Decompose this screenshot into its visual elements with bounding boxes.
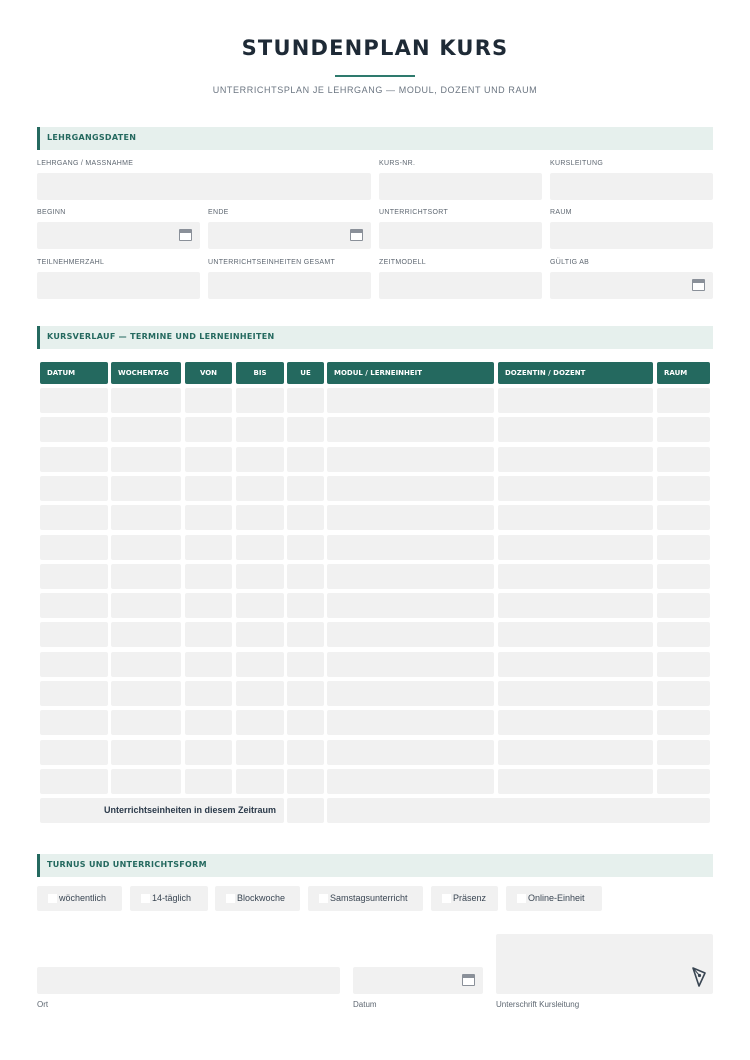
table-cell-datum[interactable] — [40, 652, 108, 677]
label-beginn: BEGINN — [37, 209, 66, 216]
zeitmodell-field[interactable] — [379, 272, 542, 299]
table-cell-datum[interactable] — [40, 681, 108, 706]
table-cell-ue[interactable] — [287, 447, 324, 472]
section-heading: TURNUS UND UNTERRICHTSFORM — [47, 860, 207, 869]
col-header-ue: UE — [287, 362, 324, 384]
option-samstagsunterricht[interactable] — [308, 886, 423, 911]
calendar-icon[interactable] — [179, 229, 192, 241]
table-cell-dozent[interactable] — [498, 740, 653, 765]
table-cell-von[interactable] — [185, 593, 232, 618]
calendar-icon[interactable] — [692, 279, 705, 291]
ort-field[interactable] — [37, 967, 340, 994]
gueltig-ab-date-field[interactable] — [550, 272, 713, 299]
table-cell-wochentag[interactable] — [111, 505, 181, 530]
table-cell-datum[interactable] — [40, 769, 108, 794]
table-cell-raum[interactable] — [657, 505, 710, 530]
table-cell-dozent[interactable] — [498, 388, 653, 413]
summary-notes-field[interactable] — [327, 798, 710, 823]
table-cell-raum[interactable] — [657, 564, 710, 589]
label-teilnehmerzahl: TEILNEHMERZAHL — [37, 259, 105, 266]
table-cell-wochentag[interactable] — [111, 593, 181, 618]
table-cell-bis[interactable] — [236, 476, 284, 501]
table-cell-modul[interactable] — [327, 681, 494, 706]
table-cell-dozent[interactable] — [498, 681, 653, 706]
option-label: Samstagsunterricht — [330, 893, 408, 903]
table-cell-ue[interactable] — [287, 622, 324, 647]
col-header-dozent: DOZENTIN / DOZENT — [498, 362, 653, 384]
signature-field[interactable] — [496, 934, 713, 994]
option-14-taeglich[interactable] — [130, 886, 208, 911]
ende-date-field[interactable] — [208, 222, 371, 249]
signature-label: Unterschrift Kursleitung — [496, 1000, 580, 1009]
table-cell-datum[interactable] — [40, 476, 108, 501]
label-ue-gesamt: UNTERRICHTSEINHEITEN GESAMT — [208, 259, 336, 266]
checkbox[interactable] — [442, 894, 451, 903]
table-cell-wochentag[interactable] — [111, 622, 181, 647]
table-cell-bis[interactable] — [236, 417, 284, 442]
checkbox[interactable] — [226, 894, 235, 903]
table-cell-raum[interactable] — [657, 593, 710, 618]
summary-ue-field[interactable] — [287, 798, 324, 823]
table-cell-ue[interactable] — [287, 417, 324, 442]
lehrgang-field[interactable] — [37, 173, 371, 200]
table-cell-dozent[interactable] — [498, 535, 653, 560]
table-cell-wochentag[interactable] — [111, 476, 181, 501]
table-cell-dozent[interactable] — [498, 505, 653, 530]
unterrichtsort-field[interactable] — [379, 222, 542, 249]
label-unterrichtsort: UNTERRICHTSORT — [379, 209, 449, 216]
table-cell-bis[interactable] — [236, 535, 284, 560]
option-label: Online-Einheit — [528, 893, 585, 903]
table-cell-ue[interactable] — [287, 388, 324, 413]
table-cell-raum[interactable] — [657, 447, 710, 472]
beginn-date-field[interactable] — [37, 222, 200, 249]
table-cell-bis[interactable] — [236, 769, 284, 794]
table-cell-von[interactable] — [185, 681, 232, 706]
table-cell-dozent[interactable] — [498, 593, 653, 618]
option-label: Präsenz — [453, 893, 487, 903]
table-cell-ue[interactable] — [287, 769, 324, 794]
label-raum: RAUM — [550, 209, 572, 216]
table-cell-ue[interactable] — [287, 681, 324, 706]
label-zeitmodell: ZEITMODELL — [379, 259, 426, 266]
table-cell-raum[interactable] — [657, 681, 710, 706]
table-cell-wochentag[interactable] — [111, 535, 181, 560]
table-cell-wochentag[interactable] — [111, 447, 181, 472]
table-cell-datum[interactable] — [40, 505, 108, 530]
datum-field[interactable] — [353, 967, 483, 994]
kursnr-field[interactable] — [379, 173, 542, 200]
table-cell-von[interactable] — [185, 652, 232, 677]
checkbox[interactable] — [48, 894, 57, 903]
col-header-datum: DATUM — [40, 362, 108, 384]
section-lehrgangsdaten — [37, 127, 713, 150]
pen-nib-icon — [691, 966, 707, 988]
summary-label: Unterrichtseinheiten in diesem Zeitraum — [40, 798, 284, 823]
option-woechentlich[interactable] — [37, 886, 122, 911]
table-cell-modul[interactable] — [327, 740, 494, 765]
ue-gesamt-field[interactable] — [208, 272, 371, 299]
table-cell-raum[interactable] — [657, 769, 710, 794]
table-cell-ue[interactable] — [287, 476, 324, 501]
option-label: Blockwoche — [237, 893, 286, 903]
table-cell-ue[interactable] — [287, 740, 324, 765]
table-cell-wochentag[interactable] — [111, 652, 181, 677]
table-cell-dozent[interactable] — [498, 476, 653, 501]
table-cell-von[interactable] — [185, 417, 232, 442]
col-header-bis: BIS — [236, 362, 284, 384]
table-cell-modul[interactable] — [327, 535, 494, 560]
table-cell-datum[interactable] — [40, 593, 108, 618]
table-cell-bis[interactable] — [236, 710, 284, 735]
title-rule — [335, 75, 415, 77]
table-cell-dozent[interactable] — [498, 447, 653, 472]
raum-field[interactable] — [550, 222, 713, 249]
table-cell-modul[interactable] — [327, 710, 494, 735]
option-label: wöchentlich — [59, 893, 107, 903]
table-cell-datum[interactable] — [40, 417, 108, 442]
table-cell-modul[interactable] — [327, 388, 494, 413]
table-cell-modul[interactable] — [327, 622, 494, 647]
option-online-einheit[interactable] — [506, 886, 602, 911]
table-cell-modul[interactable] — [327, 769, 494, 794]
table-cell-wochentag[interactable] — [111, 710, 181, 735]
table-cell-ue[interactable] — [287, 593, 324, 618]
table-cell-datum[interactable] — [40, 740, 108, 765]
datum-label: Datum — [353, 1000, 377, 1009]
table-cell-modul[interactable] — [327, 505, 494, 530]
teilnehmerzahl-field[interactable] — [37, 272, 200, 299]
calendar-icon[interactable] — [350, 229, 363, 241]
table-cell-ue[interactable] — [287, 564, 324, 589]
table-cell-wochentag[interactable] — [111, 681, 181, 706]
option-label: 14-täglich — [152, 893, 192, 903]
table-cell-ue[interactable] — [287, 710, 324, 735]
table-cell-raum[interactable] — [657, 388, 710, 413]
option-blockwoche[interactable] — [215, 886, 300, 911]
table-cell-wochentag[interactable] — [111, 769, 181, 794]
table-cell-ue[interactable] — [287, 505, 324, 530]
section-heading: KURSVERLAUF — TERMINE UND LERNEINHEITEN — [47, 332, 275, 341]
label-kursleitung: KURSLEITUNG — [550, 160, 604, 167]
ort-label: Ort — [37, 1000, 49, 1009]
table-cell-von[interactable] — [185, 769, 232, 794]
table-cell-dozent[interactable] — [498, 710, 653, 735]
table-cell-von[interactable] — [185, 476, 232, 501]
col-header-von: VON — [185, 362, 232, 384]
page-subtitle: UNTERRICHTSPLAN JE LEHRGANG — MODUL, DOZENT UND RAUM — [212, 85, 538, 95]
label-ende: ENDE — [208, 209, 229, 216]
table-cell-von[interactable] — [185, 388, 232, 413]
table-cell-von[interactable] — [185, 740, 232, 765]
table-cell-bis[interactable] — [236, 447, 284, 472]
table-cell-ue[interactable] — [287, 535, 324, 560]
table-cell-wochentag[interactable] — [111, 417, 181, 442]
table-cell-raum[interactable] — [657, 417, 710, 442]
table-cell-von[interactable] — [185, 622, 232, 647]
table-cell-bis[interactable] — [236, 622, 284, 647]
table-cell-ue[interactable] — [287, 652, 324, 677]
table-cell-dozent[interactable] — [498, 652, 653, 677]
table-cell-bis[interactable] — [236, 388, 284, 413]
table-cell-datum[interactable] — [40, 622, 108, 647]
table-cell-modul[interactable] — [327, 417, 494, 442]
section-turnus — [37, 854, 713, 877]
table-cell-raum[interactable] — [657, 740, 710, 765]
table-cell-modul[interactable] — [327, 652, 494, 677]
table-cell-datum[interactable] — [40, 710, 108, 735]
table-cell-modul[interactable] — [327, 593, 494, 618]
table-cell-dozent[interactable] — [498, 564, 653, 589]
table-cell-dozent[interactable] — [498, 769, 653, 794]
table-cell-datum[interactable] — [40, 447, 108, 472]
table-cell-datum[interactable] — [40, 564, 108, 589]
checkbox[interactable] — [319, 894, 328, 903]
table-cell-bis[interactable] — [236, 681, 284, 706]
table-cell-von[interactable] — [185, 710, 232, 735]
table-cell-wochentag[interactable] — [111, 564, 181, 589]
calendar-icon[interactable] — [462, 974, 475, 986]
table-cell-wochentag[interactable] — [111, 740, 181, 765]
table-cell-bis[interactable] — [236, 564, 284, 589]
option-praesenz[interactable] — [431, 886, 498, 911]
table-cell-bis[interactable] — [236, 652, 284, 677]
table-cell-von[interactable] — [185, 564, 232, 589]
table-cell-von[interactable] — [185, 535, 232, 560]
col-header-wochentag: WOCHENTAG — [111, 362, 181, 384]
table-cell-datum[interactable] — [40, 388, 108, 413]
table-cell-dozent[interactable] — [498, 417, 653, 442]
table-cell-modul[interactable] — [327, 564, 494, 589]
table-cell-modul[interactable] — [327, 447, 494, 472]
page-title: STUNDENPLAN KURS — [241, 36, 509, 60]
table-cell-raum[interactable] — [657, 535, 710, 560]
table-cell-bis[interactable] — [236, 740, 284, 765]
col-header-modul: MODUL / LERNEINHEIT — [327, 362, 494, 384]
table-cell-modul[interactable] — [327, 476, 494, 501]
label-lehrgang: LEHRGANG / MASSNAHME — [37, 160, 134, 167]
label-kursnr: KURS-NR. — [379, 160, 416, 167]
table-cell-raum[interactable] — [657, 710, 710, 735]
table-cell-bis[interactable] — [236, 593, 284, 618]
checkbox[interactable] — [141, 894, 150, 903]
section-heading: LEHRGANGSDATEN — [47, 133, 137, 142]
table-cell-wochentag[interactable] — [111, 388, 181, 413]
table-cell-datum[interactable] — [40, 535, 108, 560]
table-cell-von[interactable] — [185, 505, 232, 530]
section-kursverlauf — [37, 326, 713, 349]
table-cell-bis[interactable] — [236, 505, 284, 530]
table-cell-dozent[interactable] — [498, 622, 653, 647]
table-cell-raum[interactable] — [657, 652, 710, 677]
label-gueltig-ab: GÜLTIG AB — [550, 259, 590, 266]
checkbox[interactable] — [517, 894, 526, 903]
table-cell-von[interactable] — [185, 447, 232, 472]
col-header-raum: RAUM — [657, 362, 710, 384]
table-cell-raum[interactable] — [657, 622, 710, 647]
table-cell-raum[interactable] — [657, 476, 710, 501]
kursleitung-field[interactable] — [550, 173, 713, 200]
